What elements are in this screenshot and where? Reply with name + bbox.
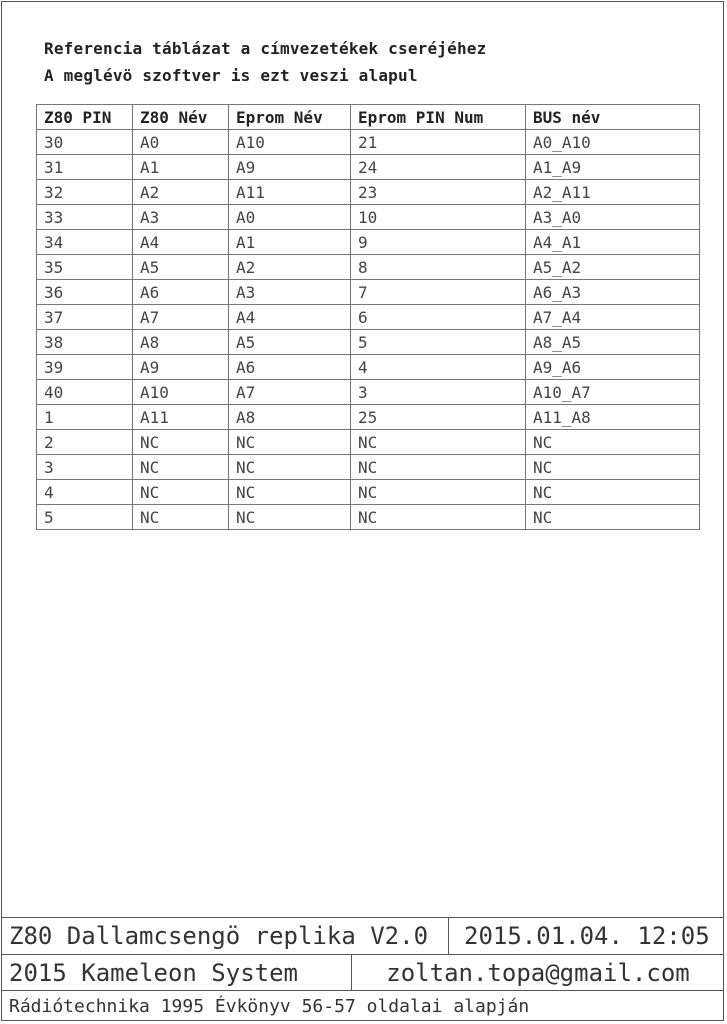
cell-eprom-name: A6 xyxy=(229,355,351,380)
contact-email: zoltan.topa@gmail.com xyxy=(351,955,724,990)
document-header xyxy=(44,35,486,89)
cell-z80-pin: 2 xyxy=(37,430,133,455)
table-row xyxy=(37,355,700,380)
table-body xyxy=(37,130,700,530)
table-row xyxy=(37,180,700,205)
cell-z80-pin: 31 xyxy=(37,155,133,180)
table-row xyxy=(37,405,700,430)
column-header-eprom-name: Eprom Név xyxy=(229,105,351,130)
cell-z80-pin: 32 xyxy=(37,180,133,205)
table-row xyxy=(37,155,700,180)
cell-bus-name: A5_A2 xyxy=(526,255,700,280)
source-reference: Rádiótechnika 1995 Évkönyv 56-57 oldalai alapján xyxy=(9,996,530,1017)
cell-eprom-pin-num: 6 xyxy=(351,305,526,330)
cell-eprom-name: A3 xyxy=(229,280,351,305)
cell-z80-name: NC xyxy=(133,505,229,530)
table-row xyxy=(37,330,700,355)
cell-eprom-pin-num: 9 xyxy=(351,230,526,255)
cell-eprom-pin-num: NC xyxy=(351,505,526,530)
title-block-row-3 xyxy=(1,990,724,1022)
cell-z80-pin: 39 xyxy=(37,355,133,380)
cell-eprom-pin-num: 24 xyxy=(351,155,526,180)
cell-z80-pin: 5 xyxy=(37,505,133,530)
cell-bus-name: A8_A5 xyxy=(526,330,700,355)
table-row xyxy=(37,205,700,230)
cell-bus-name: NC xyxy=(526,455,700,480)
cell-z80-name: NC xyxy=(133,480,229,505)
cell-eprom-name: A0 xyxy=(229,205,351,230)
cell-z80-name: A5 xyxy=(133,255,229,280)
table-row xyxy=(37,430,700,455)
header-line-2: A meglévö szoftver is ezt veszi alapul xyxy=(44,66,418,85)
cell-eprom-pin-num: NC xyxy=(351,455,526,480)
cell-bus-name: A4_A1 xyxy=(526,230,700,255)
cell-eprom-name: NC xyxy=(229,430,351,455)
cell-eprom-name: NC xyxy=(229,480,351,505)
cell-bus-name: A10_A7 xyxy=(526,380,700,405)
cell-z80-name: A11 xyxy=(133,405,229,430)
cell-z80-pin: 35 xyxy=(37,255,133,280)
cell-z80-pin: 36 xyxy=(37,280,133,305)
cell-z80-name: A0 xyxy=(133,130,229,155)
cell-bus-name: A11_A8 xyxy=(526,405,700,430)
cell-eprom-pin-num: 21 xyxy=(351,130,526,155)
cell-eprom-name: A5 xyxy=(229,330,351,355)
cell-bus-name: NC xyxy=(526,505,700,530)
revision-datetime: 2015.01.04. 12:05 xyxy=(448,918,724,954)
cell-z80-pin: 30 xyxy=(37,130,133,155)
reference-table xyxy=(36,104,700,530)
table-row xyxy=(37,255,700,280)
cell-z80-pin: 4 xyxy=(37,480,133,505)
cell-z80-name: NC xyxy=(133,430,229,455)
cell-z80-name: NC xyxy=(133,455,229,480)
cell-bus-name: A3_A0 xyxy=(526,205,700,230)
cell-eprom-name: NC xyxy=(229,455,351,480)
cell-z80-name: A9 xyxy=(133,355,229,380)
cell-z80-name: A4 xyxy=(133,230,229,255)
cell-bus-name: A0_A10 xyxy=(526,130,700,155)
cell-eprom-pin-num: 10 xyxy=(351,205,526,230)
cell-eprom-pin-num: 3 xyxy=(351,380,526,405)
cell-bus-name: A6_A3 xyxy=(526,280,700,305)
cell-eprom-name: A1 xyxy=(229,230,351,255)
cell-eprom-name: NC xyxy=(229,505,351,530)
cell-z80-name: A1 xyxy=(133,155,229,180)
cell-eprom-pin-num: 8 xyxy=(351,255,526,280)
cell-bus-name: NC xyxy=(526,430,700,455)
table-row xyxy=(37,305,700,330)
cell-eprom-name: A11 xyxy=(229,180,351,205)
cell-z80-name: A7 xyxy=(133,305,229,330)
cell-eprom-name: A7 xyxy=(229,380,351,405)
cell-bus-name: A2_A11 xyxy=(526,180,700,205)
cell-z80-name: A3 xyxy=(133,205,229,230)
cell-eprom-name: A10 xyxy=(229,130,351,155)
table-row xyxy=(37,230,700,255)
column-header-z80-name: Z80 Név xyxy=(133,105,229,130)
cell-bus-name: A1_A9 xyxy=(526,155,700,180)
table-row xyxy=(37,455,700,480)
cell-z80-pin: 33 xyxy=(37,205,133,230)
cell-eprom-pin-num: NC xyxy=(351,430,526,455)
cell-bus-name: A7_A4 xyxy=(526,305,700,330)
table-row xyxy=(37,505,700,530)
cell-z80-name: A10 xyxy=(133,380,229,405)
table-row xyxy=(37,480,700,505)
table-row xyxy=(37,380,700,405)
column-header-bus-name: BUS név xyxy=(526,105,700,130)
table-row xyxy=(37,280,700,305)
cell-eprom-pin-num: 5 xyxy=(351,330,526,355)
cell-eprom-pin-num: 23 xyxy=(351,180,526,205)
cell-z80-pin: 34 xyxy=(37,230,133,255)
cell-eprom-pin-num: 25 xyxy=(351,405,526,430)
column-header-eprom-pin-num: Eprom PIN Num xyxy=(351,105,526,130)
cell-eprom-pin-num: NC xyxy=(351,480,526,505)
cell-z80-name: A6 xyxy=(133,280,229,305)
cell-eprom-pin-num: 7 xyxy=(351,280,526,305)
cell-z80-pin: 3 xyxy=(37,455,133,480)
cell-bus-name: NC xyxy=(526,480,700,505)
cell-eprom-name: A2 xyxy=(229,255,351,280)
cell-bus-name: A9_A6 xyxy=(526,355,700,380)
title-block-row-1 xyxy=(1,917,724,954)
cell-z80-pin: 1 xyxy=(37,405,133,430)
cell-eprom-pin-num: 4 xyxy=(351,355,526,380)
cell-z80-pin: 38 xyxy=(37,330,133,355)
cell-z80-name: A2 xyxy=(133,180,229,205)
cell-z80-name: A8 xyxy=(133,330,229,355)
column-header-z80-pin: Z80 PIN xyxy=(37,105,133,130)
table-header-row xyxy=(37,105,700,130)
title-block-row-2 xyxy=(1,954,724,990)
project-title: Z80 Dallamcsengö replika V2.0 xyxy=(9,922,429,950)
header-line-1: Referencia táblázat a címvezetékek cseréjéhez xyxy=(44,39,487,58)
cell-eprom-name: A8 xyxy=(229,405,351,430)
cell-eprom-name: A9 xyxy=(229,155,351,180)
cell-z80-pin: 40 xyxy=(37,380,133,405)
cell-eprom-name: A4 xyxy=(229,305,351,330)
table-row xyxy=(37,130,700,155)
cell-z80-pin: 37 xyxy=(37,305,133,330)
company-name: 2015 Kameleon System xyxy=(9,958,298,987)
